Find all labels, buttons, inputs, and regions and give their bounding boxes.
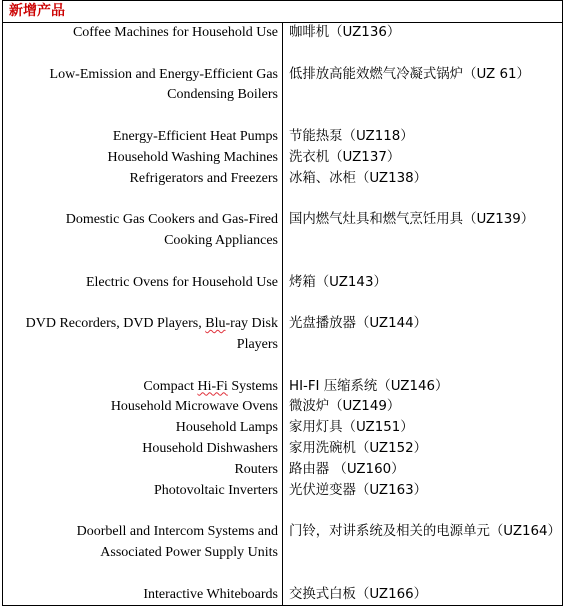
product-en-pv: Photovoltaic Inverters xyxy=(153,482,278,498)
product-cn-washing: 洗衣机（UZ137） xyxy=(289,149,401,165)
product-en-doorbell-line2: Associated Power Supply Units xyxy=(100,544,278,560)
product-en-hifi-pre: Compact xyxy=(143,378,198,394)
product-en-dishwashers: Household Dishwashers xyxy=(142,440,278,456)
product-en-dvd-pre: DVD Recorders, DVD Players, xyxy=(25,316,206,332)
product-en-dvd-post: -ray Disk xyxy=(225,316,278,332)
product-en-hifi-word: Hi-Fi xyxy=(197,378,228,394)
product-en-hifi-post: Systems xyxy=(227,378,278,394)
product-en-dvd-blu: Blu xyxy=(205,316,226,332)
table-row xyxy=(3,23,563,606)
product-en-doorbell-line1: Doorbell and Intercom Systems and xyxy=(76,524,278,540)
chinese-column xyxy=(283,23,563,606)
product-en-whiteboards: Interactive Whiteboards xyxy=(143,586,278,602)
product-cn-whiteboards: 交换式白板（UZ166） xyxy=(289,586,428,602)
product-cn-boilers: 低排放高能效燃气冷凝式锅炉（UZ 61） xyxy=(289,66,530,82)
product-en-ovens: Electric Ovens for Household Use xyxy=(85,274,278,290)
product-en-washing: Household Washing Machines xyxy=(107,149,278,165)
product-cn-lamps: 家用灯具（UZ151） xyxy=(289,420,414,436)
product-en-heat-pumps: Energy-Efficient Heat Pumps xyxy=(112,128,278,144)
product-cn-fridges: 冰箱、冰柜（UZ138） xyxy=(289,170,428,186)
product-en-dvd-line1 xyxy=(3,314,278,335)
product-cn-coffee: 咖啡机（UZ136） xyxy=(289,25,401,40)
product-en-coffee: Coffee Machines for Household Use xyxy=(72,25,278,40)
english-column xyxy=(3,23,283,606)
product-cn-microwave: 微波炉（UZ149） xyxy=(289,399,401,415)
product-cn-doorbell: 门铃，对讲系统及相关的电源单元（UZ164） xyxy=(289,524,561,540)
product-cn-pv: 光伏逆变器（UZ163） xyxy=(289,482,428,498)
new-products-table xyxy=(2,0,563,606)
product-cn-heat-pumps: 节能热泵（UZ118） xyxy=(289,128,414,144)
product-en-routers: Routers xyxy=(234,461,278,477)
product-en-dvd-line2: Players xyxy=(236,336,278,352)
product-cn-hifi: HI-FI 压缩系统（UZ146） xyxy=(289,378,449,394)
product-cn-routers: 路由器 （UZ160） xyxy=(289,461,405,477)
product-en-fridges: Refrigerators and Freezers xyxy=(129,170,278,186)
product-en-microwave: Household Microwave Ovens xyxy=(110,399,278,415)
product-en-gas-cookers-line2: Cooking Appliances xyxy=(164,232,278,248)
product-en-boilers-line1: Low-Emission and Energy-Efficient Gas xyxy=(49,66,278,82)
product-en-hifi xyxy=(3,377,278,398)
product-cn-gas-cookers: 国内燃气灶具和燃气烹饪用具（UZ139） xyxy=(289,212,535,228)
table-header-row xyxy=(3,1,563,23)
table-header-title: 新增产品 xyxy=(3,1,563,23)
product-cn-dishwashers: 家用洗碗机（UZ152） xyxy=(289,440,428,456)
product-en-lamps: Household Lamps xyxy=(175,420,278,436)
product-en-gas-cookers-line1: Domestic Gas Cookers and Gas-Fired xyxy=(65,212,278,228)
product-cn-dvd: 光盘播放器（UZ144） xyxy=(289,316,428,332)
product-en-boilers-line2: Condensing Boilers xyxy=(167,87,278,103)
product-cn-ovens: 烤箱（UZ143） xyxy=(289,274,387,290)
